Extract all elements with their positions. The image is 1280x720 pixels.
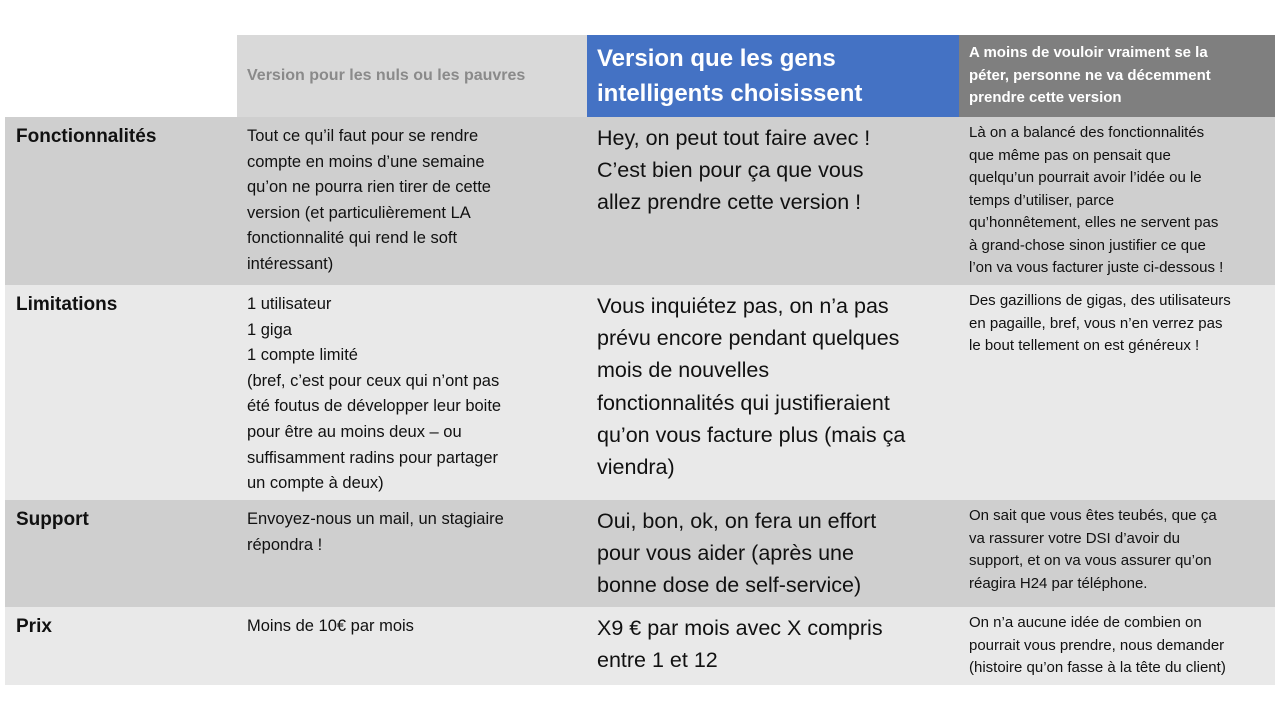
cell-line: l’on va vous facturer juste ci-dessous ! [969,259,1224,276]
cell-line: X9 € par mois avec X compris [597,616,883,640]
cell-premium [959,285,1275,500]
header-premium-line: prendre cette version [969,89,1122,106]
cell-line: prévu encore pendant quelques [597,326,900,351]
cell-premium [959,500,1275,607]
cell-line: Des gazillions de gigas, des utilisateurs [969,292,1231,309]
cell-line: fonctionnalités qui justifieraient [597,390,890,415]
cell-line: réagira H24 par téléphone. [969,574,1148,592]
cell-basic [237,500,587,607]
cell-premium [959,607,1275,685]
header-smart-version [587,35,959,117]
cell-line: été foutus de développer leur boite [247,397,502,416]
cell-line: C’est bien pour ça que vous [597,158,864,183]
row-label: Support [16,509,89,530]
header-smart-line: Version que les gens [597,45,836,72]
table-row-support [5,500,1275,607]
row-label: Fonctionnalités [16,126,157,147]
cell-line: viendra) [597,455,675,480]
cell-line: qu’on vous facture plus (mais ça [597,422,906,447]
cell-line: pour vous aider (après une [597,541,854,566]
table-row-fonctionnalites [5,117,1275,285]
cell-line: 1 giga [247,320,292,339]
cell-line: Là on a balancé des fonctionnalités [969,124,1205,141]
row-label: Prix [16,616,52,637]
cell-line: va rassurer votre DSI d’avoir du [969,529,1180,547]
cell-line: Vous inquiétez pas, on n’a pas [597,294,889,318]
cell-line: suffisamment radins pour partager [247,448,498,467]
cell-basic [237,285,587,500]
cell-premium [959,117,1275,285]
cell-line: On sait que vous êtes teubés, que ça [969,507,1217,524]
cell-smart [587,285,959,500]
cell-line: pourrait vous prendre, nous demander [969,636,1225,654]
cell-line: quelqu’un pourrait avoir l’idée ou le [969,169,1202,186]
cell-line: le bout tellement on est généreux ! [969,337,1200,354]
cell-line: en pagaille, bref, vous n’en verrez pas [969,314,1223,332]
cell-line: que même pas on pensait que [969,146,1171,164]
table-row-limitations [5,285,1275,500]
cell-line: On n’a aucune idée de combien on [969,614,1202,631]
cell-line: Hey, on peut tout faire avec ! [597,126,871,150]
row-label: Limitations [16,294,118,315]
pricing-comparison-table [5,35,1275,685]
cell-smart [587,500,959,607]
cell-line: entre 1 et 12 [597,648,718,673]
cell-line: support, et on va vous assurer qu’on [969,552,1212,569]
cell-line: fonctionnalité qui rend le soft [247,229,458,248]
cell-smart [587,117,959,285]
cell-line: qu’on ne pourra rien tirer de cette [247,178,491,197]
cell-line: à grand-chose sinon justifier ce que [969,236,1206,254]
cell-line: répondra ! [247,535,323,554]
header-premium-line: A moins de vouloir vraiment se la [969,44,1208,61]
cell-line: Tout ce qu’il faut pour se rendre [247,127,479,145]
cell-line: mois de nouvelles [597,358,770,383]
cell-line: Moins de 10€ par mois [247,617,414,635]
cell-line: un compte à deux) [247,474,384,493]
header-empty-cell [5,35,237,117]
cell-line: temps d’utiliser, parce [969,191,1115,209]
header-smart-line: intelligents choisissent [597,80,863,107]
cell-basic [237,117,587,285]
cell-line: version (et particulièrement LA [247,203,471,222]
cell-smart [587,607,959,685]
cell-line: (bref, c’est pour ceux qui n’ont pas [247,371,500,390]
cell-basic [237,607,587,685]
cell-line: Envoyez-nous un mail, un stagiaire [247,510,504,528]
cell-line: 1 compte limité [247,346,358,365]
cell-line: allez prendre cette version ! [597,190,862,215]
cell-line: compte en moins d’une semaine [247,152,485,171]
header-premium-version [959,35,1275,117]
header-basic-version [237,35,587,117]
header-basic-version-text: Version pour les nuls ou les pauvres [247,67,526,84]
table-row-prix [5,607,1275,685]
cell-line: 1 utilisateur [247,295,332,313]
header-row [5,35,1275,117]
cell-line: bonne dose de self-service) [597,573,862,598]
header-premium-line: péter, personne ne va décemment [969,66,1211,84]
cell-line: qu’honnêtement, elles ne servent pas [969,214,1219,231]
cell-line: Oui, bon, ok, on fera un effort [597,509,877,533]
cell-line: (histoire qu’on fasse à la tête du client) [969,659,1226,676]
cell-line: pour être au moins deux – ou [247,422,462,441]
cell-line: intéressant) [247,254,334,273]
